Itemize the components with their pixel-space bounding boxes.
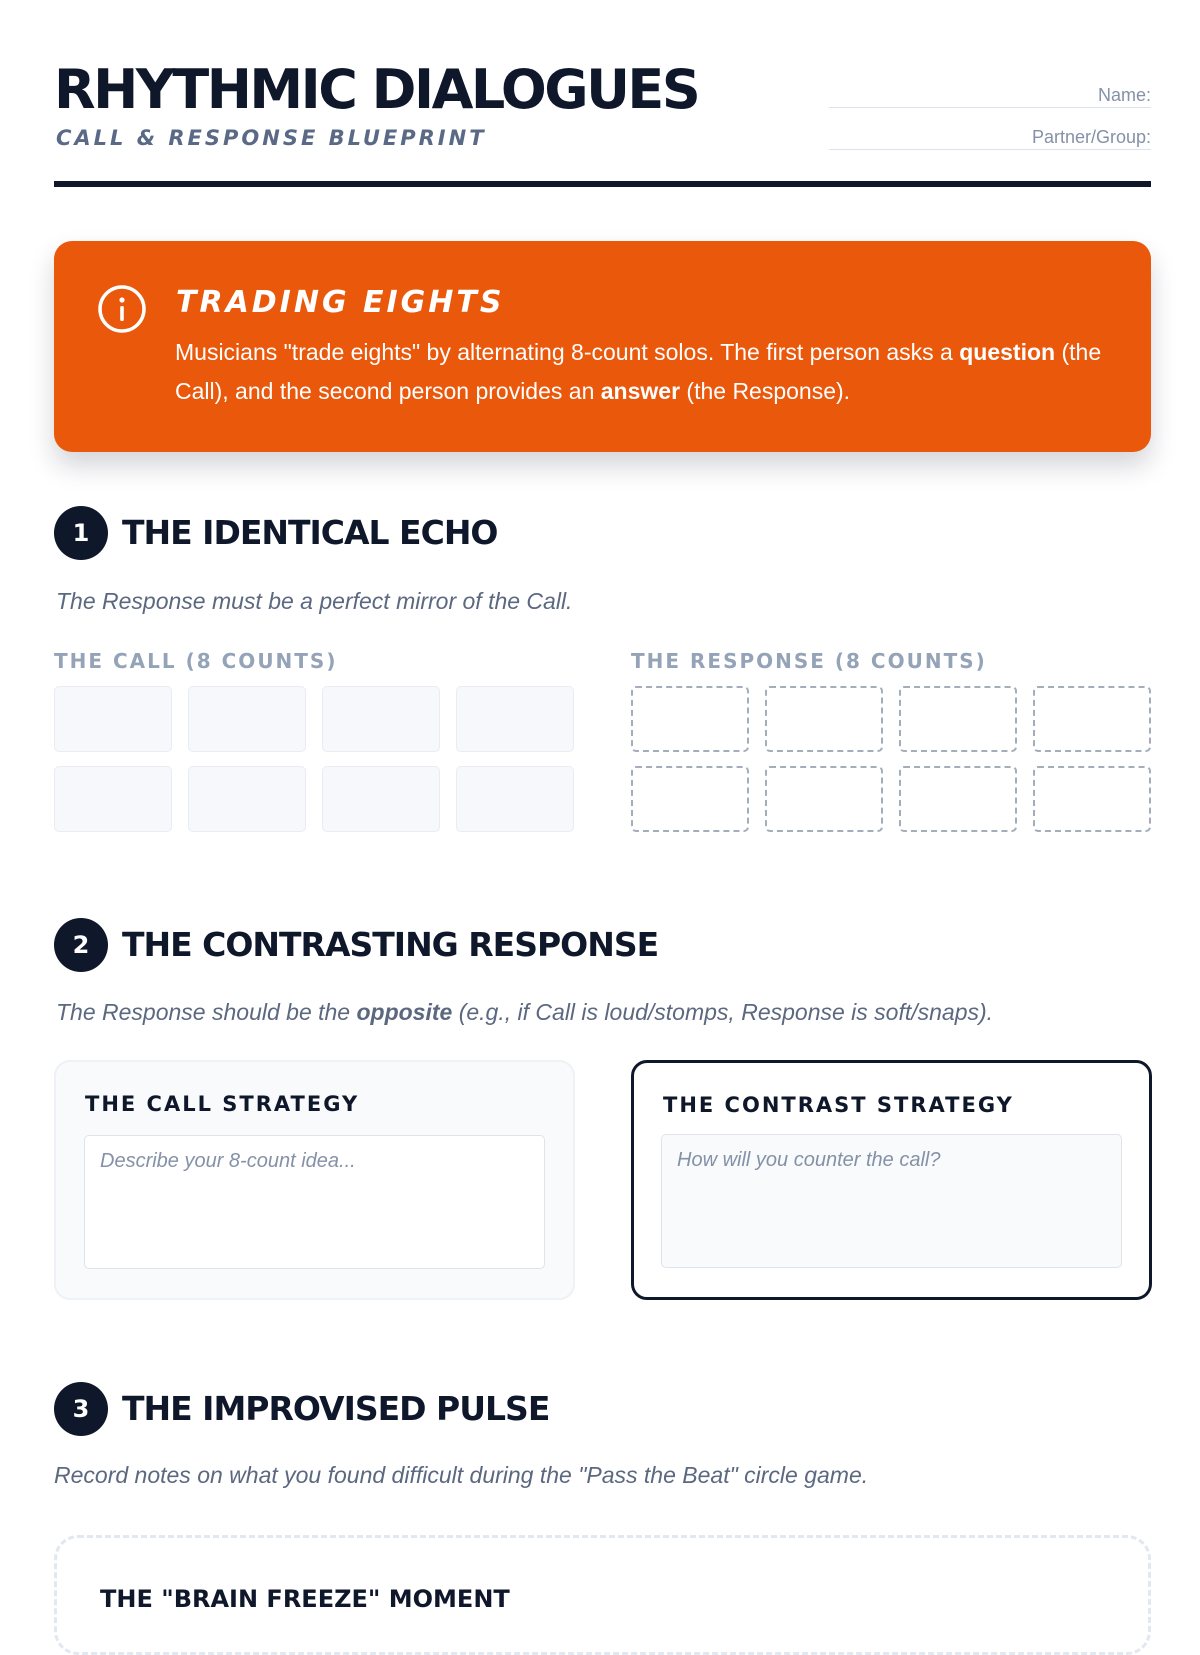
- response-count-cell[interactable]: [1033, 766, 1151, 832]
- response-count-cell[interactable]: [631, 766, 749, 832]
- info-text-part: Musicians "trade eights" by alternating 8-count solos. The first person asks a: [175, 339, 960, 365]
- partner-group-field[interactable]: Partner/Group:: [829, 125, 1151, 150]
- call-count-cell[interactable]: [322, 766, 440, 832]
- section-title: THE CONTRASTING RESPONSE: [122, 925, 659, 964]
- call-count-cell[interactable]: [322, 686, 440, 752]
- section-title: THE IDENTICAL ECHO: [122, 513, 498, 552]
- section-number-badge: 3: [54, 1382, 108, 1436]
- brain-freeze-box[interactable]: [54, 1535, 1151, 1655]
- response-count-cell[interactable]: [899, 766, 1017, 832]
- description-bold: opposite: [356, 999, 453, 1025]
- description-part: The Response should be the: [56, 999, 357, 1025]
- info-callout: [54, 241, 1151, 452]
- contrast-strategy-label: THE CONTRAST STRATEGY: [663, 1093, 1014, 1117]
- contrast-strategy-input[interactable]: How will you counter the call?: [661, 1134, 1122, 1268]
- response-count-cell[interactable]: [1033, 686, 1151, 752]
- page-subtitle: CALL & RESPONSE BLUEPRINT: [56, 126, 487, 150]
- description-part: (e.g., if Call is loud/stomps, Response is soft/snaps).: [452, 999, 994, 1025]
- section-description: The Response must be a perfect mirror of the Call.: [56, 588, 573, 614]
- call-grid-label: THE CALL (8 COUNTS): [54, 649, 338, 673]
- call-count-cell[interactable]: [54, 766, 172, 832]
- info-text-part: (the Call), and the second person provides an: [175, 339, 1102, 404]
- info-bold-answer: answer: [600, 378, 681, 404]
- call-strategy-card: [54, 1060, 575, 1300]
- call-strategy-label: THE CALL STRATEGY: [85, 1092, 360, 1116]
- page-title: RHYTHMIC DIALOGUES: [54, 58, 699, 121]
- call-count-cell[interactable]: [54, 686, 172, 752]
- info-text: [175, 333, 1115, 411]
- name-field[interactable]: Name:: [829, 83, 1151, 108]
- info-icon: [96, 283, 148, 335]
- response-count-cell[interactable]: [765, 686, 883, 752]
- info-title: TRADING EIGHTS: [176, 285, 505, 320]
- call-count-cell[interactable]: [456, 686, 574, 752]
- header: [54, 58, 1151, 188]
- section-number-badge: 1: [54, 506, 108, 560]
- section-description: [56, 997, 993, 1027]
- info-text-part: (the Response).: [680, 378, 851, 404]
- section-number-badge: 2: [54, 918, 108, 972]
- header-divider: [54, 181, 1151, 187]
- response-grid-label: THE RESPONSE (8 COUNTS): [631, 649, 987, 673]
- response-count-cell[interactable]: [765, 766, 883, 832]
- info-bold-question: question: [959, 339, 1056, 365]
- response-count-cell[interactable]: [631, 686, 749, 752]
- call-strategy-input[interactable]: Describe your 8-count idea...: [84, 1135, 545, 1269]
- call-count-cell[interactable]: [188, 766, 306, 832]
- response-count-cell[interactable]: [899, 686, 1017, 752]
- section-description: Record notes on what you found difficult during the "Pass the Beat" circle game.: [54, 1462, 869, 1488]
- contrast-strategy-card: [631, 1060, 1152, 1300]
- call-count-cell[interactable]: [188, 686, 306, 752]
- section-title: THE IMPROVISED PULSE: [122, 1389, 550, 1428]
- brain-freeze-label: THE "BRAIN FREEZE" MOMENT: [100, 1585, 510, 1613]
- call-count-cell[interactable]: [456, 766, 574, 832]
